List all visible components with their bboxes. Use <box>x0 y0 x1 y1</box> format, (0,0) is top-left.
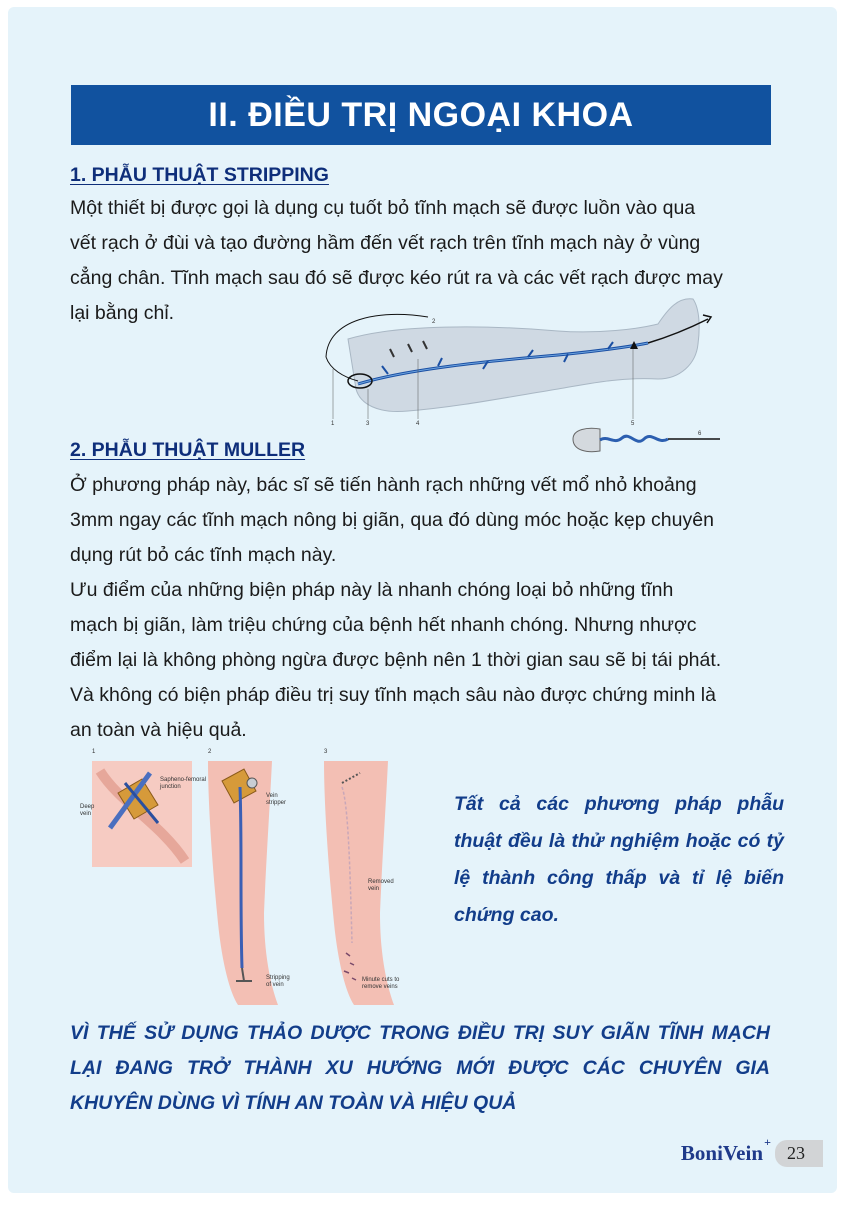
figure1-label-1: 1 <box>331 421 335 427</box>
text-line: an toàn và hiệu quả. <box>70 719 247 741</box>
panel-2 <box>208 749 290 1005</box>
label-stripping-1: Stripping <box>266 975 290 981</box>
text-line: mạch bị giãn, làm triệu chứng của bệnh hết nhanh chóng. Nhưng nhược <box>70 614 697 636</box>
text-line: lại bằng chỉ. <box>70 302 175 324</box>
muller-surgery-illustration <box>80 743 420 1008</box>
page-title: II. ĐIỀU TRỊ NGOẠI KHOA <box>71 85 771 145</box>
brand-logo <box>680 1135 771 1166</box>
label-removed-1: Removed <box>368 879 394 885</box>
label-cuts-1: Minute cuts to <box>362 977 400 983</box>
text-line: dụng rút bỏ các tĩnh mạch này. <box>70 544 337 566</box>
label-stripping-2: of vein <box>266 982 284 988</box>
text-line: 3mm ngay các tĩnh mạch nông bị giãn, qua đó dùng móc hoặc kẹp chuyên <box>70 509 714 531</box>
muller-paragraph <box>70 468 721 748</box>
conclusion-text: VÌ THẾ SỬ DỤNG THẢO DƯỢC TRONG ĐIỀU TRỊ SUY GIÃN TĨNH MẠCH LẠI ĐANG TRỞ THÀNH XU HƯỚNG MỚI ĐƯỢC CÁC CHUYÊN GIA KHUYÊN DÙNG VÌ TÍNH AN TOÀN VÀ HIỆU QUẢ <box>70 1022 770 1114</box>
page-number: 23 <box>775 1140 823 1167</box>
panel-number-1: 1 <box>92 749 96 755</box>
leg-stripping-illustration <box>308 289 728 469</box>
panel-number-2: 2 <box>208 749 212 755</box>
section-heading-stripping: 1. PHẪU THUẬT STRIPPING <box>70 164 329 186</box>
label-deep-1: Deep <box>80 804 95 810</box>
panel-number-3: 3 <box>324 749 328 755</box>
brand-name: BoniVein <box>680 1141 763 1165</box>
label-cuts-2: remove veins <box>362 984 398 990</box>
panel-1 <box>80 749 206 867</box>
text-line: Và không có biện pháp điều trị suy tĩnh mạch sâu nào được chứng minh là <box>70 684 716 706</box>
brand-mark: + <box>764 1135 771 1149</box>
text-line: vết rạch ở đùi và tạo đường hầm đến vết rạch trên tĩnh mạch này ở vùng <box>70 232 701 254</box>
page <box>8 7 837 1193</box>
figure1-label-4: 4 <box>416 421 420 427</box>
figure1-label-2: 2 <box>432 319 436 325</box>
panel-3 <box>324 749 400 1005</box>
figure1-label-5: 5 <box>631 421 635 427</box>
callout-text: Tất cả các phương pháp phẫu thuật đều là thử nghiệm hoặc có tỷ lệ thành công thấp và tỉ lệ biến chứng cao. <box>454 793 784 926</box>
text-line: điểm lại là không phòng ngừa được bệnh nên 1 thời gian sau sẽ bị tái phát. <box>70 649 722 671</box>
text-line: cẳng chân. Tĩnh mạch sau đó sẽ được kéo rút ra và các vết rạch được may <box>70 267 723 289</box>
label-sapheno-1: Sapheno-femoral <box>160 777 207 783</box>
text-line: Ưu điểm của những biện pháp này là nhanh chóng loại bỏ những tĩnh <box>70 579 674 601</box>
label-stripper-1: Vein <box>266 793 278 799</box>
figure1-label-3: 3 <box>366 421 370 427</box>
label-deep-2: vein <box>80 811 92 817</box>
label-stripper-2: stripper <box>266 800 287 806</box>
text-line: Một thiết bị được gọi là dụng cụ tuốt bỏ tĩnh mạch sẽ được luồn vào qua <box>70 197 696 219</box>
text-line: Ở phương pháp này, bác sĩ sẽ tiến hành rạch những vết mổ nhỏ khoảng <box>70 474 697 496</box>
label-sapheno-2: junction <box>160 784 181 790</box>
section-heading-muller: 2. PHẪU THUẬT MULLER <box>70 439 306 461</box>
footer <box>680 1135 823 1167</box>
figure1-label-6: 6 <box>698 431 702 437</box>
label-removed-2: vein <box>368 886 380 892</box>
